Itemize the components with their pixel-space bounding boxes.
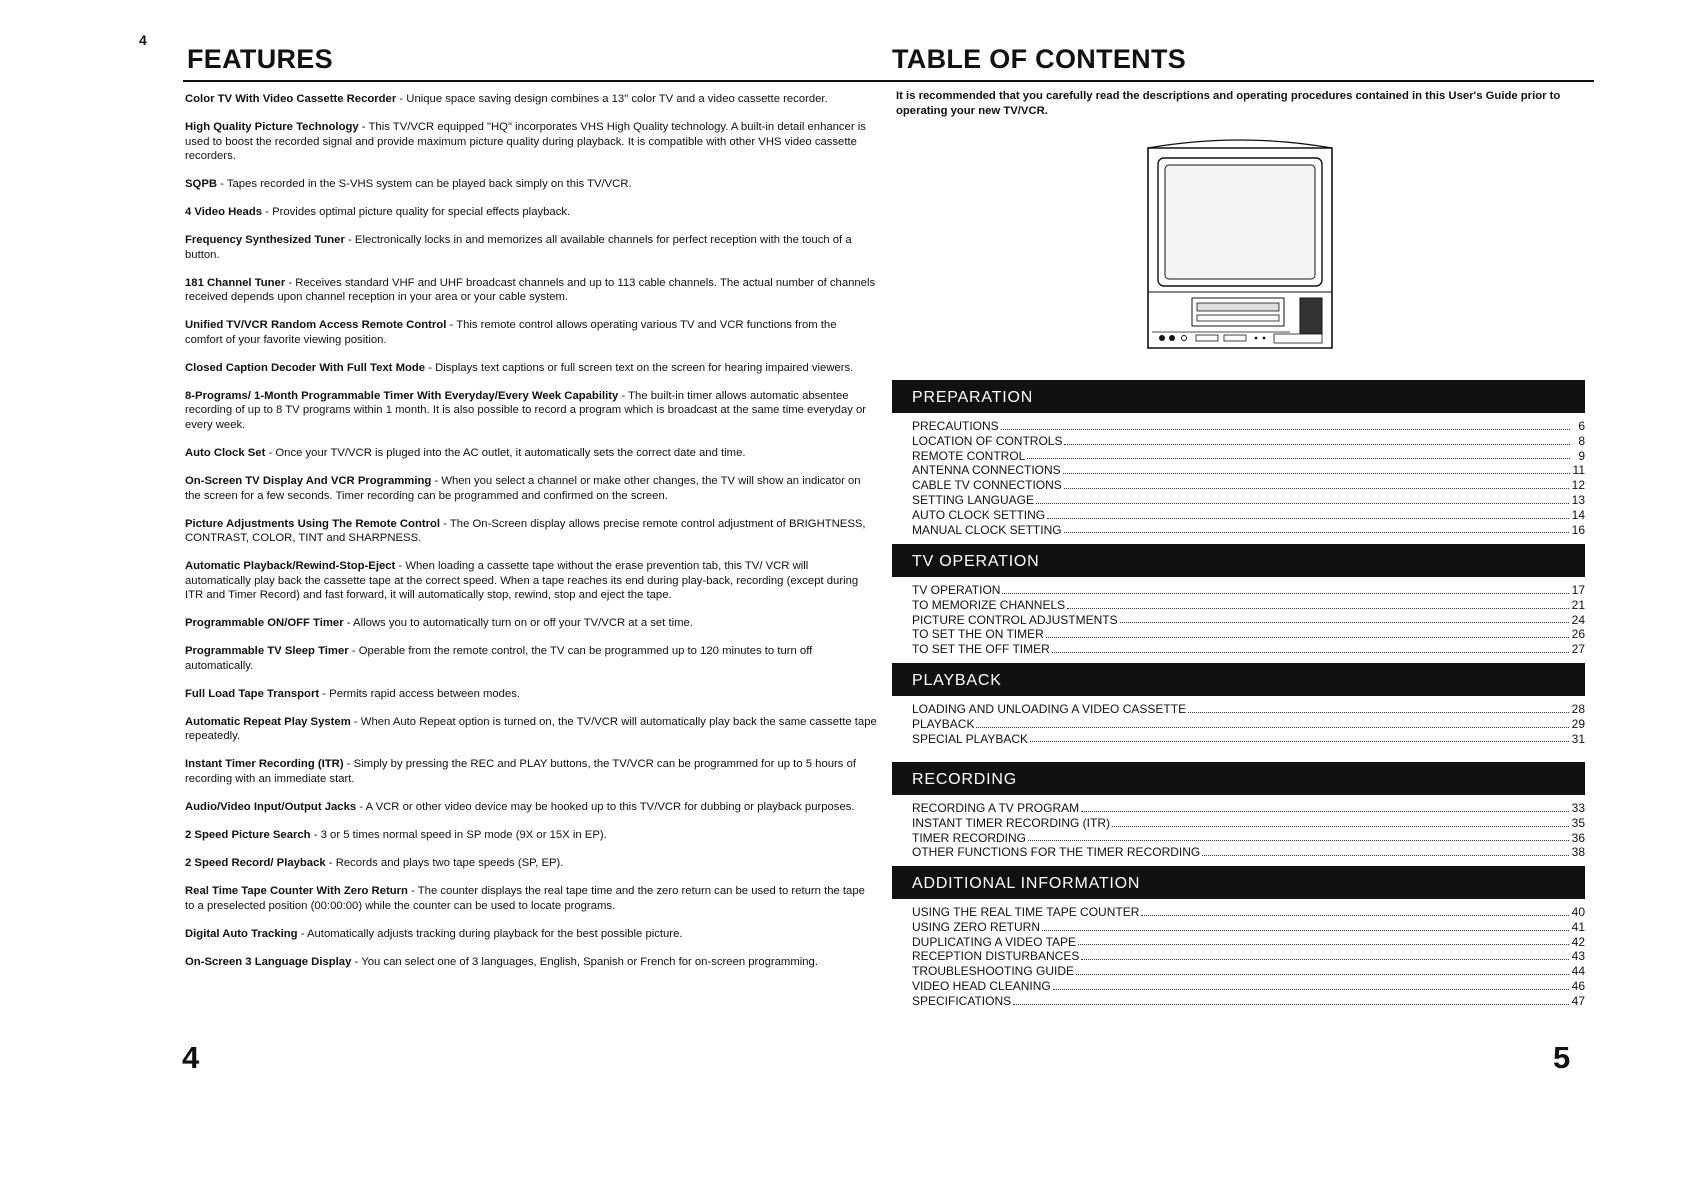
feature-title: Full Load Tape Transport bbox=[185, 687, 320, 700]
feature-title: Real Time Tape Counter With Zero Return bbox=[185, 884, 408, 897]
toc-title: TABLE OF CONTENTS bbox=[892, 44, 1187, 74]
toc-entry-page: 28 bbox=[1571, 702, 1585, 716]
toc-entry bbox=[912, 702, 1585, 717]
feature-separator: - bbox=[396, 93, 407, 105]
toc-entry-title: PLAYBACK bbox=[912, 716, 975, 731]
feature-item bbox=[185, 884, 877, 913]
toc-entry-title: RECEPTION DISTURBANCES bbox=[912, 949, 1080, 964]
toc-entry-title: SPECIFICATIONS bbox=[912, 993, 1012, 1008]
feature-separator: - bbox=[285, 276, 296, 289]
feature-item bbox=[185, 177, 877, 192]
toc-entry bbox=[912, 434, 1585, 449]
toc-section bbox=[892, 544, 1585, 657]
toc-entry bbox=[912, 801, 1585, 816]
feature-title: Automatic Playback/Rewind-Stop-Eject bbox=[185, 560, 396, 573]
toc-entry bbox=[912, 642, 1585, 657]
toc-entry bbox=[912, 920, 1585, 935]
feature-separator: - bbox=[217, 178, 227, 191]
feature-title: On-Screen TV Display And VCR Programming bbox=[185, 475, 432, 487]
toc-section bbox=[892, 663, 1585, 746]
toc-leader-dots bbox=[1052, 642, 1569, 653]
toc-entry-page: 44 bbox=[1571, 964, 1585, 979]
feature-title: Programmable TV Sleep Timer bbox=[185, 645, 349, 658]
feature-title: Closed Caption Decoder With Full Text Mode bbox=[185, 361, 426, 374]
feature-title: High Quality Picture Technology bbox=[185, 120, 359, 133]
toc-entry-page: 26 bbox=[1571, 627, 1585, 642]
toc-entry-title: VIDEO HEAD CLEANING bbox=[912, 978, 1051, 993]
feature-separator: - bbox=[344, 234, 355, 247]
feature-item bbox=[185, 92, 877, 107]
feature-separator: - bbox=[297, 927, 307, 940]
toc-entry-title: USING ZERO RETURN bbox=[912, 919, 1041, 934]
feature-title: Picture Adjustments Using The Remote Control bbox=[185, 517, 441, 530]
toc-leader-dots bbox=[1002, 583, 1568, 594]
feature-title: Programmable ON/OFF Timer bbox=[185, 617, 344, 630]
toc-leader-dots bbox=[1036, 493, 1569, 504]
toc-entry-title: MANUAL CLOCK SETTING bbox=[912, 522, 1062, 537]
toc-entry-page: 14 bbox=[1571, 507, 1585, 522]
header-rule bbox=[183, 80, 1594, 82]
toc-section-heading: TV OPERATION bbox=[892, 544, 1585, 577]
toc-section bbox=[892, 866, 1585, 1009]
page-number-right: 5 bbox=[1553, 1040, 1571, 1075]
toc-entry-title: PRECAUTIONS bbox=[912, 419, 999, 433]
feature-item bbox=[185, 205, 877, 220]
feature-separator: - bbox=[431, 475, 442, 487]
feature-text: Unique space saving design combines a 13" color TV and a video cassette recorder. bbox=[406, 93, 828, 105]
feature-title: Frequency Synthesized Tuner bbox=[185, 234, 345, 247]
toc-leader-dots bbox=[1076, 964, 1569, 975]
toc-entry-title: LOADING AND UNLOADING A VIDEO CASSETTE bbox=[912, 702, 1187, 716]
toc-entry bbox=[912, 717, 1585, 732]
toc-leader-dots bbox=[1027, 449, 1570, 460]
toc-leader-dots bbox=[1078, 935, 1569, 946]
feature-text: The counter displays the real tape time and the zero return can be used to return the tape to a preselected position (00:00:00) while the counter can be used to locate programs. bbox=[185, 884, 865, 912]
toc-entry bbox=[912, 964, 1585, 979]
feature-title: Digital Auto Tracking bbox=[185, 927, 298, 940]
toc-leader-dots bbox=[1047, 508, 1569, 519]
toc-entry-title: LOCATION OF CONTROLS bbox=[912, 433, 1063, 448]
toc-entry-page: 47 bbox=[1571, 993, 1585, 1008]
toc-entry-title: DUPLICATING A VIDEO TAPE bbox=[912, 934, 1077, 949]
toc-entry bbox=[912, 523, 1585, 538]
toc-leader-dots bbox=[1046, 627, 1569, 638]
toc-entry-title: SETTING LANGUAGE bbox=[912, 492, 1035, 507]
toc-entry bbox=[912, 949, 1585, 964]
feature-text: You can select one of 3 languages, English, Spanish or French for on-screen programming. bbox=[361, 955, 818, 968]
toc-leader-dots bbox=[1001, 419, 1570, 430]
feature-text: This TV/VCR equipped "HQ" incorporates VHS High Quality technology. A built-in detail enhancer is used to boost the recorded signal and provide maximum picture quality during playback. It is compatible with other VHS video cassette recorders. bbox=[185, 120, 866, 163]
toc-entry bbox=[912, 463, 1585, 478]
toc-entry-page: 9 bbox=[1578, 448, 1585, 463]
feature-title: Instant Timer Recording (ITR) bbox=[185, 758, 344, 771]
toc-leader-dots bbox=[1112, 816, 1569, 827]
toc-leader-dots bbox=[1064, 478, 1569, 489]
feature-separator: - bbox=[343, 758, 354, 771]
toc-entry-page: 24 bbox=[1571, 612, 1585, 627]
feature-title: Color TV With Video Cassette Recorder bbox=[185, 93, 397, 105]
feature-text: The built-in timer allows automatic absentee recording of up to 8 TV programs within 1 month. It is also possible to record a program which is broadcast at the same time everyday or every week. bbox=[185, 389, 867, 432]
feature-text: Simply by pressing the REC and PLAY buttons, the TV/VCR can be programmed for up to 5 hours of recording with an immediate start. bbox=[185, 758, 856, 786]
feature-text: Provides optimal picture quality for special effects playback. bbox=[272, 206, 571, 219]
toc-section-heading: RECORDING bbox=[892, 762, 1585, 795]
feature-item bbox=[185, 955, 877, 970]
feature-title: 181 Channel Tuner bbox=[185, 276, 286, 289]
toc-entry bbox=[912, 598, 1585, 613]
toc-entry-title: INSTANT TIMER RECORDING (ITR) bbox=[912, 815, 1110, 830]
feature-separator: - bbox=[325, 857, 336, 869]
feature-item bbox=[185, 800, 877, 815]
feature-separator: - bbox=[356, 801, 366, 814]
feature-text: Tapes recorded in the S-VHS system can be played back simply on this TV/VCR. bbox=[226, 178, 632, 191]
feature-text: Electronically locks in and memorizes all available channels for perfect reception with the touch of a button. bbox=[185, 234, 852, 261]
feature-separator: - bbox=[440, 517, 450, 530]
feature-title: 4 Video Heads bbox=[185, 206, 263, 219]
feature-item bbox=[185, 927, 877, 942]
feature-separator: - bbox=[407, 884, 418, 897]
toc-entry bbox=[912, 732, 1585, 747]
feature-item bbox=[185, 828, 877, 843]
toc-entry-page: 31 bbox=[1571, 731, 1585, 746]
toc-entry bbox=[912, 508, 1585, 523]
feature-title: Automatic Repeat Play System bbox=[185, 715, 351, 728]
toc-leader-dots bbox=[1064, 523, 1569, 534]
feature-title: 2 Speed Record/ Playback bbox=[185, 857, 326, 869]
toc-entry-page: 6 bbox=[1578, 419, 1585, 433]
feature-separator: - bbox=[618, 389, 629, 402]
toc-entry-title: TO SET THE ON TIMER bbox=[912, 627, 1044, 642]
toc-section-heading: PLAYBACK bbox=[892, 663, 1585, 696]
feature-separator: - bbox=[262, 206, 273, 219]
toc-entry bbox=[912, 816, 1585, 831]
feature-text: The On-Screen display allows precise remote control adjustment of BRIGHTNESS, CONTRAST, COLOR, TINT and SHARPNESS. bbox=[185, 517, 866, 545]
toc-entry-title: RECORDING A TV PROGRAM bbox=[912, 801, 1080, 815]
toc-entry-page: 46 bbox=[1571, 978, 1585, 993]
toc-entry-page: 35 bbox=[1571, 815, 1585, 830]
feature-text: Automatically adjusts tracking during playback for the best possible picture. bbox=[306, 927, 683, 940]
feature-item bbox=[185, 446, 877, 461]
toc-entry bbox=[912, 583, 1585, 598]
toc-entry-page: 42 bbox=[1571, 934, 1585, 949]
toc-entry-page: 27 bbox=[1571, 642, 1585, 657]
feature-separator: - bbox=[348, 645, 359, 658]
toc-entry bbox=[912, 478, 1585, 493]
toc-entry-title: REMOTE CONTROL bbox=[912, 448, 1026, 463]
toc-entry bbox=[912, 613, 1585, 628]
feature-item bbox=[185, 276, 877, 305]
feature-separator: - bbox=[446, 319, 457, 332]
toc-entry-page: 13 bbox=[1571, 492, 1585, 507]
toc-entry bbox=[912, 419, 1585, 434]
toc-entry bbox=[912, 905, 1585, 920]
feature-item bbox=[185, 616, 877, 631]
toc-entry-page: 16 bbox=[1571, 522, 1585, 537]
toc-leader-dots bbox=[1042, 920, 1569, 931]
toc-entry-title: TIMER RECORDING bbox=[912, 830, 1026, 845]
feature-text: Permits rapid access between modes. bbox=[329, 687, 521, 700]
toc-entry-title: AUTO CLOCK SETTING bbox=[912, 507, 1046, 522]
toc-leader-dots bbox=[1064, 434, 1570, 445]
toc-entry-title: USING THE REAL TIME TAPE COUNTER bbox=[912, 905, 1140, 919]
feature-separator: - bbox=[319, 687, 330, 700]
feature-separator: - bbox=[425, 361, 436, 374]
toc-leader-dots bbox=[976, 717, 1568, 728]
toc-section-heading: ADDITIONAL INFORMATION bbox=[892, 866, 1585, 899]
feature-title: SQPB bbox=[185, 178, 218, 191]
feature-separator: - bbox=[265, 447, 276, 460]
toc-entry-page: 41 bbox=[1571, 919, 1585, 934]
feature-item bbox=[185, 233, 877, 262]
feature-item bbox=[185, 715, 877, 744]
toc-entry-page: 8 bbox=[1578, 433, 1585, 448]
toc-entry-page: 36 bbox=[1571, 830, 1585, 845]
toc-entry-title: CABLE TV CONNECTIONS bbox=[912, 478, 1062, 493]
feature-separator: - bbox=[350, 715, 361, 728]
feature-title: 8-Programs/ 1-Month Programmable Timer With Everyday/Every Week Capability bbox=[185, 389, 619, 402]
toc-section bbox=[892, 762, 1585, 860]
features-title: FEATURES bbox=[187, 44, 333, 74]
toc-leader-dots bbox=[1120, 613, 1569, 624]
feature-text: Displays text captions or full screen text on the screen for hearing impaired viewers. bbox=[435, 361, 854, 374]
toc-leader-dots bbox=[1141, 905, 1568, 916]
feature-title: Unified TV/VCR Random Access Remote Control bbox=[185, 319, 447, 332]
feature-text: This remote control allows operating various TV and VCR functions from the comfort of your favorite viewing position. bbox=[185, 319, 837, 346]
feature-text: When you select a channel or make other changes, the TV will show an indicator on the screen for a few seconds. Timer recording can be programmed and confirmed on the screen. bbox=[185, 475, 861, 502]
feature-text: When Auto Repeat option is turned on, the TV/VCR will automatically play back the same cassette tape repeatedly. bbox=[185, 715, 877, 743]
feature-separator: - bbox=[395, 560, 406, 573]
toc-entry-page: 17 bbox=[1571, 583, 1585, 597]
toc-entry-title: OTHER FUNCTIONS FOR THE TIMER RECORDING bbox=[912, 845, 1201, 860]
feature-separator: - bbox=[343, 617, 354, 630]
feature-item bbox=[185, 856, 877, 871]
feature-title: Audio/Video Input/Output Jacks bbox=[185, 801, 357, 814]
features-list bbox=[185, 92, 877, 983]
feature-item bbox=[185, 517, 877, 546]
toc-entry bbox=[912, 627, 1585, 642]
toc-entry bbox=[912, 831, 1585, 846]
toc-entry bbox=[912, 493, 1585, 508]
toc-entry bbox=[912, 845, 1585, 860]
toc-intro: It is recommended that you carefully read the descriptions and operating procedures contained in this User's Guide prior to operating your new TV/VCR. bbox=[896, 90, 1561, 117]
page-number-left: 4 bbox=[182, 1040, 200, 1075]
feature-separator: - bbox=[351, 955, 362, 968]
toc-leader-dots bbox=[1053, 979, 1569, 990]
feature-title: On-Screen 3 Language Display bbox=[185, 955, 352, 968]
toc-entry-title: ANTENNA CONNECTIONS bbox=[912, 463, 1061, 478]
toc-leader-dots bbox=[1081, 801, 1569, 812]
toc-entry-title: PICTURE CONTROL ADJUSTMENTS bbox=[912, 612, 1118, 627]
toc-entry-title: SPECIAL PLAYBACK bbox=[912, 731, 1029, 746]
feature-text: Records and plays two tape speeds (SP, EP). bbox=[335, 857, 564, 869]
toc-leader-dots bbox=[1081, 949, 1568, 960]
feature-text: Allows you to automatically turn on or off your TV/VCR at a set time. bbox=[353, 617, 693, 630]
feature-separator: - bbox=[358, 120, 369, 133]
toc-entry-page: 12 bbox=[1571, 478, 1585, 493]
toc-entry bbox=[912, 979, 1585, 994]
toc-entry-page: 40 bbox=[1571, 905, 1585, 919]
feature-item bbox=[185, 389, 877, 433]
toc-entry bbox=[912, 935, 1585, 950]
corner-mark: 4 bbox=[139, 32, 147, 48]
toc-leader-dots bbox=[1030, 732, 1569, 743]
toc-entry bbox=[912, 449, 1585, 464]
feature-item bbox=[185, 318, 877, 347]
toc-leader-dots bbox=[1202, 845, 1568, 856]
toc-entry-title: TO MEMORIZE CHANNELS bbox=[912, 597, 1066, 612]
feature-text: Once your TV/VCR is pluged into the AC outlet, it automatically sets the correct date and time. bbox=[275, 447, 746, 460]
feature-title: Auto Clock Set bbox=[185, 447, 266, 460]
toc-entry bbox=[912, 994, 1585, 1009]
toc-entry-title: TROUBLESHOOTING GUIDE bbox=[912, 964, 1075, 979]
toc-entry-page: 33 bbox=[1571, 801, 1585, 815]
feature-title: 2 Speed Picture Search bbox=[185, 829, 311, 842]
feature-text: A VCR or other video device may be hooked up to this TV/VCR for dubbing or playback purposes. bbox=[365, 801, 855, 814]
feature-item bbox=[185, 644, 877, 673]
feature-item bbox=[185, 757, 877, 786]
feature-text: Operable from the remote control, the TV can be programmed up to 120 minutes to turn off automatically. bbox=[185, 645, 813, 672]
toc-entry-title: TV OPERATION bbox=[912, 583, 1001, 597]
feature-separator: - bbox=[310, 829, 321, 842]
toc-entry-page: 29 bbox=[1571, 716, 1585, 731]
feature-item bbox=[185, 559, 877, 603]
tv-vcr-illustration bbox=[1140, 130, 1340, 355]
toc-leader-dots bbox=[1063, 463, 1570, 474]
toc-leader-dots bbox=[1028, 831, 1569, 842]
feature-text: Receives standard VHF and UHF broadcast channels and up to 113 cable channels. The actual number of channels received depends upon channel reception in your area or your cable system. bbox=[185, 276, 876, 304]
feature-text: When loading a cassette tape without the erase prevention tab, this TV/ VCR will automatically play back the cassette tape at the correct speed. When a tape reaches its end during play-back, recording (except during ITR and Timer Record) and fast forward, it will automatically stop, rewind, stop and eject the tape. bbox=[185, 560, 859, 602]
toc-entry-page: 43 bbox=[1571, 949, 1585, 964]
toc-leader-dots bbox=[1067, 598, 1569, 609]
feature-item bbox=[185, 120, 877, 164]
toc-section bbox=[892, 380, 1585, 537]
feature-item bbox=[185, 687, 877, 702]
toc-entry-title: TO SET THE OFF TIMER bbox=[912, 642, 1050, 657]
feature-text: 3 or 5 times normal speed in SP mode (9X or 15X in EP). bbox=[320, 829, 607, 842]
toc-entry-page: 38 bbox=[1571, 845, 1585, 860]
feature-item bbox=[185, 474, 877, 503]
feature-item bbox=[185, 361, 877, 376]
toc-entry-page: 21 bbox=[1571, 597, 1585, 612]
toc-section-heading: PREPARATION bbox=[892, 380, 1585, 413]
toc-leader-dots bbox=[1013, 994, 1569, 1005]
toc-entry-page: 11 bbox=[1572, 463, 1585, 478]
toc-leader-dots bbox=[1188, 702, 1569, 713]
